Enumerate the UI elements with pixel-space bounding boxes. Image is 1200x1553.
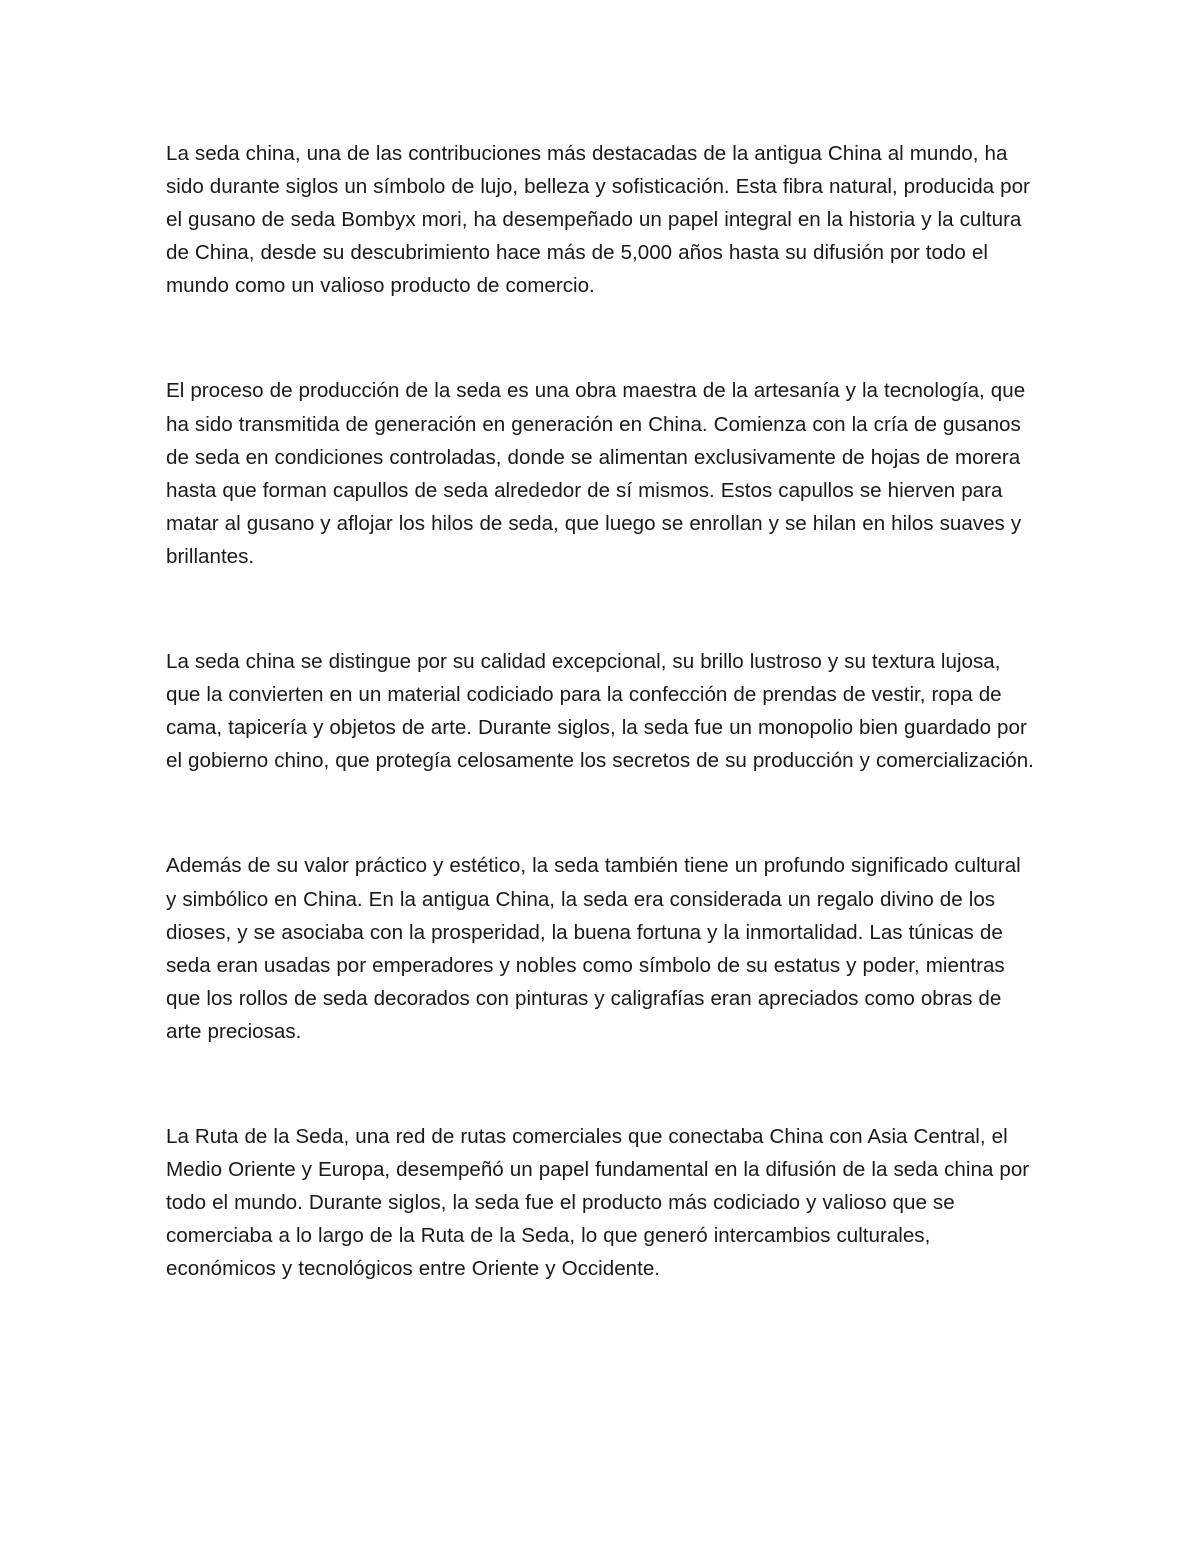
paragraph-5: La Ruta de la Seda, una red de rutas comerciales que conectaba China con Asia Central, el Medio Oriente y Europa, desempeñó un papel fundamental en la difusión de la seda china por todo el mundo. Durante siglos, la seda fue el producto más codiciado y valioso que se comerciaba a lo largo de la Ruta de la Seda, lo que generó intercambios culturales, económicos y tecnológicos entre Oriente y Occidente. [166, 1124, 1030, 1281]
paragraph-3: La seda china se distingue por su calidad excepcional, su brillo lustroso y su textura lujosa, que la convierten en un material codiciado para la confección de prendas de vestir, ropa de cama, tapicería y objetos de arte. Durante siglos, la seda fue un monopolio bien guardado por el gobierno chino, que protegía celosamente los secretos de su producción y comercialización. [166, 650, 1034, 773]
paragraph-2: El proceso de producción de la seda es una obra maestra de la artesanía y la tecnología, que ha sido transmitida de generación en generación en China. Comienza con la cría de gusanos de seda en condiciones controladas, donde se alimentan exclusivamente de hojas de morera hasta que forman capullos de seda alrededor de sí mismos. Estos capullos se hierven para matar al gusano y aflojar los hilos de seda, que luego se enrollan y se hilan en hilos suaves y brillantes. [166, 379, 1026, 568]
paragraph-1: La seda china, una de las contribuciones más destacadas de la antigua China al mundo, ha sido durante siglos un símbolo de lujo, belleza y sofisticación. Esta fibra natural, producida por el gusano de seda Bombyx mori, ha desempeñado un papel integral en la historia y la cultura de China, desde su descubrimiento hace más de 5,000 años hasta su difusión por todo el mundo como un valioso producto de comercio. [166, 142, 1030, 298]
paragraph-4: Además de su valor práctico y estético, la seda también tiene un profundo significado cultural y simbólico en China. En la antigua China, la seda era considerada un regalo divino de los dioses, y se asociaba con la prosperidad, la buena fortuna y la inmortalidad. Las túnicas de seda eran usadas por emperadores y nobles como símbolo de su estatus y poder, mientras que los rollos de seda decorados con pinturas y caligrafías eran apreciados como obras de arte preciosas. [166, 854, 1021, 1043]
document-body [166, 137, 1036, 1357]
